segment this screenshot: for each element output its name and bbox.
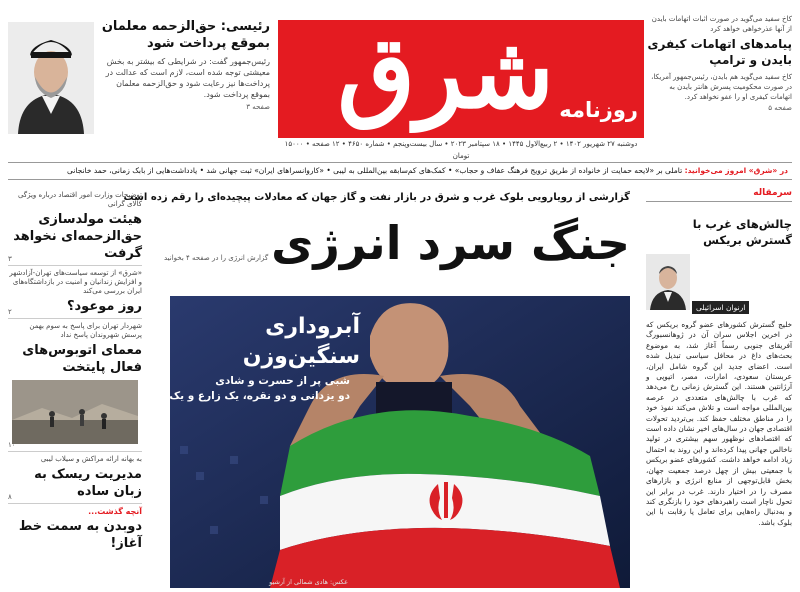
left-story[interactable] xyxy=(8,452,142,504)
left-story-headline: مدیریت ریسک به زبان ساده xyxy=(34,467,142,499)
left-story-kicker: توضیحات وزارت امور اقتصاد درباره ویژگی کالای گرانی xyxy=(17,191,142,208)
in-this-issue-ticker[interactable] xyxy=(8,162,792,180)
ticker-label: در «شرق» امروز می‌خوانید: xyxy=(684,166,788,175)
left-story-headline: معمای اتوبوس‌های فعال پایتخت xyxy=(22,343,142,375)
main-headline[interactable]: جنگ سرد انرژی xyxy=(271,216,630,270)
hero-subtitle-line-2: دو یزدانی و دو نقره، یک زارع و یک طلا xyxy=(147,390,350,402)
masthead-right-page-ref: صفحه ۵ xyxy=(768,104,792,112)
wrestler-hero-photo[interactable] xyxy=(147,296,630,588)
issue-date-line: دوشنبه ۲۷ شهریور ۱۴۰۲ • ۲ ربیع‌الاول ۱۴۴۵ • ۱۸ سپتامبر ۲۰۲۳ • سال بیست‌وپنجم • شماره ۴۶۵۰ • ۱۲ صفحه • ۱۵۰۰۰ تومان xyxy=(284,140,638,160)
logo-subtitle: روزنامه xyxy=(559,98,638,122)
masthead-left-page-ref: صفحه ۳ xyxy=(246,103,270,111)
left-story[interactable] xyxy=(8,266,142,319)
editorial-body: خلیج گسترش کشورهای عضو گروه بریکس که در اخرین اجلاس سران آن در ژوهانسبورگ آفریقای جنوبی رسماً آغاز شد، به موضوع بحث‌های داغ در محافل سیاسی تبدیل شده است. اعضای جدید این گروه شامل ایران، عربستان سعودی، امارات، مصر، اتیوپی و آرژانتین هستند. این گسترش زمانی رخ می‌دهد که غرب با چالش‌های متعددی در عرصه بین‌المللی مواجه است و تلاش می‌کند نفوذ خود را در مناطق مختلف حفظ کند. بی‌تردید تحولات اقتصادی جهان در سال‌های اخیر نشان داده است که اقتصادهای نوظهور سهم بیشتری در تولید ناخالص جهانی پیدا کرده‌اند و این روند به احتمال زیاد ادامه خواهد داشت. کشورهای عضو بریکس با جمعیتی بیش از چهل درصد جمعیت جهان، بخش قابل‌توجهی از منابع انرژی و بازارهای مصرف را در اختیار دارند. غرب در برابر این تحول ناچار است راهبردهای خود را بازنگری کند و به‌دنبال راه‌هایی برای تعامل یا رقابت با این بلوک باشد. xyxy=(646,320,792,527)
left-story-kicker: شهردار تهران برای پاسخ به سوم بهمن پرسش شهروندان پاسخ نداد xyxy=(29,322,142,339)
logo-wordmark: شرق xyxy=(337,13,554,131)
left-story-kicker: به بهانه ارائه مراکش و سیلاب لیبی xyxy=(40,455,142,463)
left-story-headline: روز موعود؟ xyxy=(66,299,142,314)
photo-credit: عکس: هادی شمالی از آرشیو xyxy=(269,578,348,586)
hero-subtitle-line-1: شبی پر از حسرت و شادی xyxy=(215,375,350,387)
masthead-right-teaser[interactable] xyxy=(646,14,792,112)
hero-title xyxy=(243,312,360,372)
main-story xyxy=(123,188,638,588)
page-number: ۳ xyxy=(8,255,12,263)
flood-photo xyxy=(12,380,138,444)
page-number: ۸ xyxy=(8,493,12,501)
masthead-right-headline: پیامدهای اتهامات کیفری بایدن و ترامپ xyxy=(647,37,792,67)
author-name: ارنوان اسرائیلی xyxy=(692,301,749,314)
previously-headline[interactable]: دوبدن به سمت خط آغاز! xyxy=(18,519,142,551)
editorial-headline[interactable]: چالش‌های غرب با گسترش بریکس xyxy=(692,217,792,247)
page-number: ۲ xyxy=(8,308,12,316)
main-story-kicker: گزارشی از رویارویی بلوک غرب و شرق در بازار نفت و گاز جهان که معادلات پیچیده‌ای را رقم زده است xyxy=(123,192,630,203)
page-number: ۱۰ xyxy=(8,441,16,449)
left-story[interactable] xyxy=(8,188,142,266)
left-story-kicker: «شرق» از توسعه سیاست‌های تهران-آزادشهر و افزایش زندانیان و امنیت در بازداشتگاه‌های ایران بررسی می‌کند xyxy=(9,269,142,295)
editorial-author xyxy=(646,254,792,314)
masthead xyxy=(0,0,800,160)
hero-subtitle xyxy=(148,374,350,404)
masthead-left-headline: رئیسی: حق‌الزحمه معلمان بموقع پرداخت شود xyxy=(101,19,270,51)
newspaper-logo[interactable] xyxy=(278,13,644,138)
hero-title-line-2: سنگین‌وزن xyxy=(242,344,360,369)
masthead-right-intro: کاخ سفید می‌گوید در صورت اثبات اتهامات بایدن از آنها عذرخواهی خواهد کرد xyxy=(651,15,792,33)
editorial-section-label: سرمقاله xyxy=(646,188,792,202)
left-story[interactable] xyxy=(8,319,142,452)
masthead-left-teaser[interactable] xyxy=(8,18,270,140)
editorial-column xyxy=(646,188,792,588)
left-story-headline: هیئت مولدسازی حق‌الزحمه‌ای نخواهد گرفت xyxy=(13,212,142,261)
president-photo xyxy=(8,22,94,134)
masthead-left-body: رئیس‌جمهور گفت: در شرایطی که بیشتر به بخش معیشتی توجه شده است، لازم است که عدالت در پرداخت‌ها نیز رعایت شود و حق‌الزحمه معلمان بموقع پرداخت شود. xyxy=(105,57,270,99)
masthead-right-body: کاخ سفید می‌گوید هم بایدن، رئیس‌جمهور آمریکا، در صورت محکومیت پسرش هانتر بایدن به اتهامات کیفری او را عفو نخواهد کرد. xyxy=(651,73,792,101)
hero-title-line-1: آبروداری xyxy=(265,314,360,339)
previously-label: آنچه گذشت... xyxy=(88,507,142,516)
main-story-page-ref: گزارش انرژی را در صفحه ۴ بخوانید xyxy=(164,254,269,262)
ticker-text: تاملی بر «لایحه حمایت از خانواده از طریق ترویج فرهنگ عفاف و حجاب» • کمک‌های کم‌سابقه بین‌المللی به لیبی • «کاروانسراهای ایران» ثبت جهانی شد • یادداشت‌هایی از بابک زمانی، حمد خانجانی xyxy=(66,166,683,175)
author-photo xyxy=(646,254,690,310)
left-news-column xyxy=(8,188,142,588)
